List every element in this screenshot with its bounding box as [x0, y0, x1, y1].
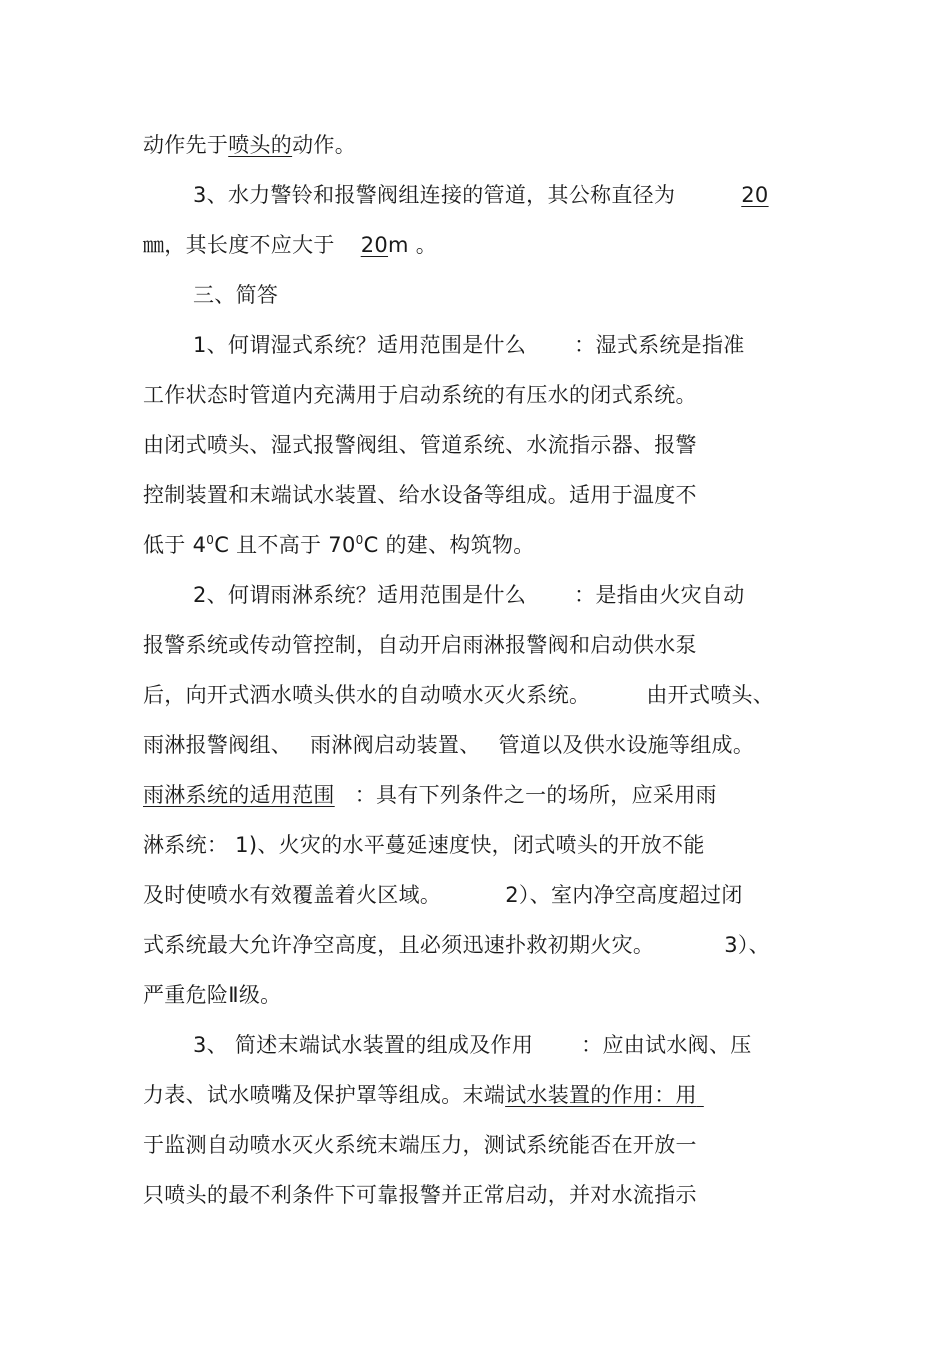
- text-line: 雨淋系统的适用范围 ：具有下列条件之一的场所，应采用雨: [143, 783, 717, 807]
- text-line: 控制装置和末端试水装置、给水设备等组成。适用于温度不: [143, 483, 697, 507]
- text-line: 工作状态时管道内充满用于启动系统的有压水的闭式系统。: [143, 383, 697, 407]
- text-line: ㎜，其长度不应大于 20m 。: [143, 233, 438, 257]
- text-line: 由闭式喷头、湿式报警阀组、管道系统、水流指示器、报警: [143, 433, 697, 457]
- text-line: 动作先于喷头的动作。: [143, 133, 357, 157]
- question-line: 1、何谓湿式系统？适用范围是什么 ：湿式系统是指准: [193, 333, 745, 357]
- text-line: 严重危险Ⅱ级。: [143, 983, 282, 1007]
- answer-blank: 20: [360, 233, 389, 257]
- text-line: 于监测自动喷水灭火系统末端压力，测试系统能否在开放一: [143, 1133, 697, 1157]
- underlined-text: 喷头的: [228, 133, 293, 157]
- underlined-text: 试水装置的作用：用: [505, 1083, 697, 1107]
- text-line: 雨淋报警阀组、 雨淋阀启动装置、 管道以及供水设施等组成。: [143, 733, 755, 757]
- text-line: 及时使喷水有效覆盖着火区域。 2）、室内净空高度超过闭: [143, 883, 743, 907]
- question-line: 3、 简述末端试水装置的组成及作用 ：应由试水阀、压: [193, 1033, 752, 1057]
- underlined-text: 雨淋系统的适用范围: [143, 783, 335, 807]
- text-line: 后，向开式洒水喷头供水的自动喷水灭火系统。 由开式喷头、: [143, 683, 775, 707]
- text-line: 只喷头的最不利条件下可靠报警并正常启动，并对水流指示: [143, 1183, 697, 1207]
- answer-blank: 20: [741, 183, 769, 207]
- section-heading: 三、简答: [193, 283, 279, 307]
- text-line: 力表、试水喷嘴及保护罩等组成。末端试水装置的作用：用: [143, 1083, 697, 1107]
- text-line: 报警系统或传动管控制，自动开启雨淋报警阀和启动供水泵: [143, 633, 697, 657]
- text-line: 式系统最大允许净空高度，且必须迅速扑救初期火灾。 3）、: [143, 933, 770, 957]
- question-line: 2、何谓雨淋系统？适用范围是什么 ：是指由火灾自动: [193, 583, 745, 607]
- text-line: 淋系统： 1)、火灾的水平蔓延速度快，闭式喷头的开放不能: [143, 833, 705, 857]
- text-line: 低于 $4^0C$ 且不高于 $70^0C$ 的建、构筑物。: [143, 533, 535, 557]
- question-line: 3、水力警铃和报警阀组连接的管道，其公称直径为 20: [193, 183, 769, 207]
